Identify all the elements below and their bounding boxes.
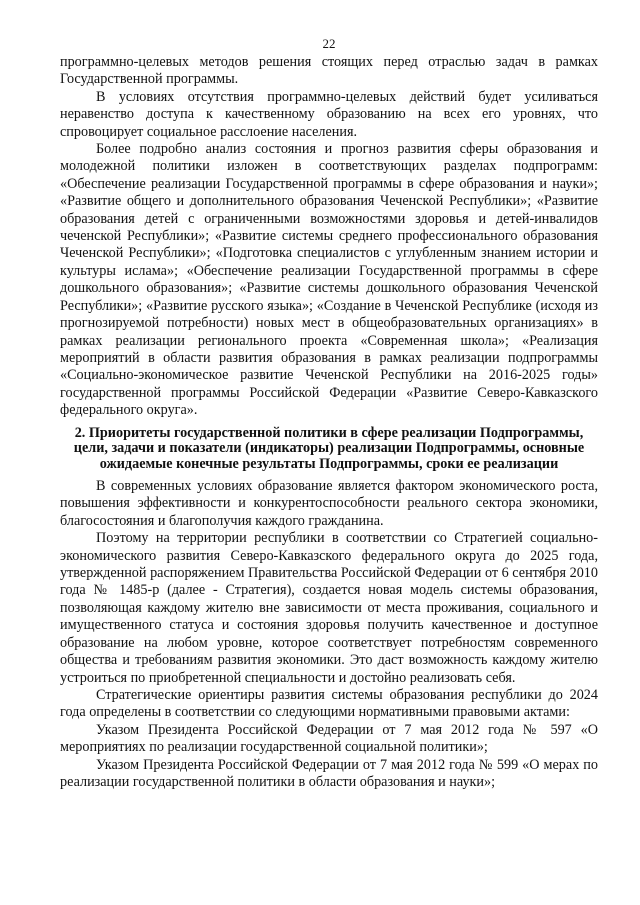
paragraph-inequality: В условиях отсутствия программно-целевых действий будет усиливаться неравенство доступа к качественному образованию на всех его уровнях, что спровоцирует социальное расслоение населения.	[60, 88, 598, 140]
paragraph-economic-growth: В современных условиях образование является фактором экономического роста, повышения эффективности и конкурентоспособности реального сектора экономики, благосостояния и благополучия каждого гражданина.	[60, 478, 598, 529]
page-number: 22	[322, 36, 336, 51]
paragraph-strategy-model: Поэтому на территории республики в соответствии со Стратегией социально-экономического развития Северо-Кавказского федерального округа до 2025 года, утвержденной распоряжением Правительства Российской Федерации от 6 сентября 2010 года № 1485-р (далее - Стратегия), создается новая модель системы образования, позволяющая каждому жителю вне зависимости от места проживания, социального и имущественного статуса и состояния здоровья получить качественное и доступное образование на любом уровне, которое соответствует потребностям современного общества и требованиям развития экономики. Это даст возможность каждому жителю устроиться по приобретенной специальности и достойно реализовать себя.	[60, 530, 598, 686]
paragraph-subprograms-list: Более подробно анализ состояния и прогноз развития сферы образования и молодежной политики изложен в соответствующих разделах подпрограмм: «Обеспечение реализации Государственной программы в сфере образования и науки»; «Развитие общего и дополнительного образования Чеченской Республики»; «Развитие образования детей с ограниченными возможностями здоровья и детей-инвалидов чеченской Республики»; «Развитие системы среднего профессионального образования Чеченской Республики»; «Подготовка специалистов с углубленным знанием истории и культуры ислама»; «Обеспечение реализации Государственной программы в сфере дошкольного образования»; «Развитие системы дошкольного образования Чеченской Республики»; «Развитие русского языка»; «Создание в Чеченской Республике (исходя из прогнозируемой потребности) новых мест в общеобразовательных организациях» в рамках реализации регионального проекта «Современная школа»; «Реализация мероприятий в области развития образования в рамках реализации подпрограммы «Социально-экономическое развитие Чеченской Республики на 2016-2025 годы» государственной программы Российской Федерации «Развитие Северо-Кавказского федерального округа».	[60, 141, 598, 419]
section-heading: 2. Приоритеты государственной политики в сфере реализации Подпрограммы, цели, задачи и показатели (индикаторы) реализации Подпрограммы, основные ожидаемые конечные результаты Подпрограммы, сроки ее реализации	[73, 424, 585, 472]
paragraph-legal-acts-intro: Стратегические ориентиры развития системы образования республики до 2024 года определены в соответствии со следующими нормативными правовыми актами:	[60, 686, 598, 721]
paragraph-strategy-continuation: программно-целевых методов решения стоящих перед отраслью задач в рамках Государственной программы.	[60, 54, 598, 88]
paragraph-decree-597: Указом Президента Российской Федерации от 7 мая 2012 года № 597 «О мероприятиях по реализации государственной социальной политики»;	[60, 721, 598, 756]
paragraph-decree-599: Указом Президента Российской Федерации от 7 мая 2012 года № 599 «О мерах по реализации государственной политики в области образования и науки»;	[60, 756, 598, 790]
